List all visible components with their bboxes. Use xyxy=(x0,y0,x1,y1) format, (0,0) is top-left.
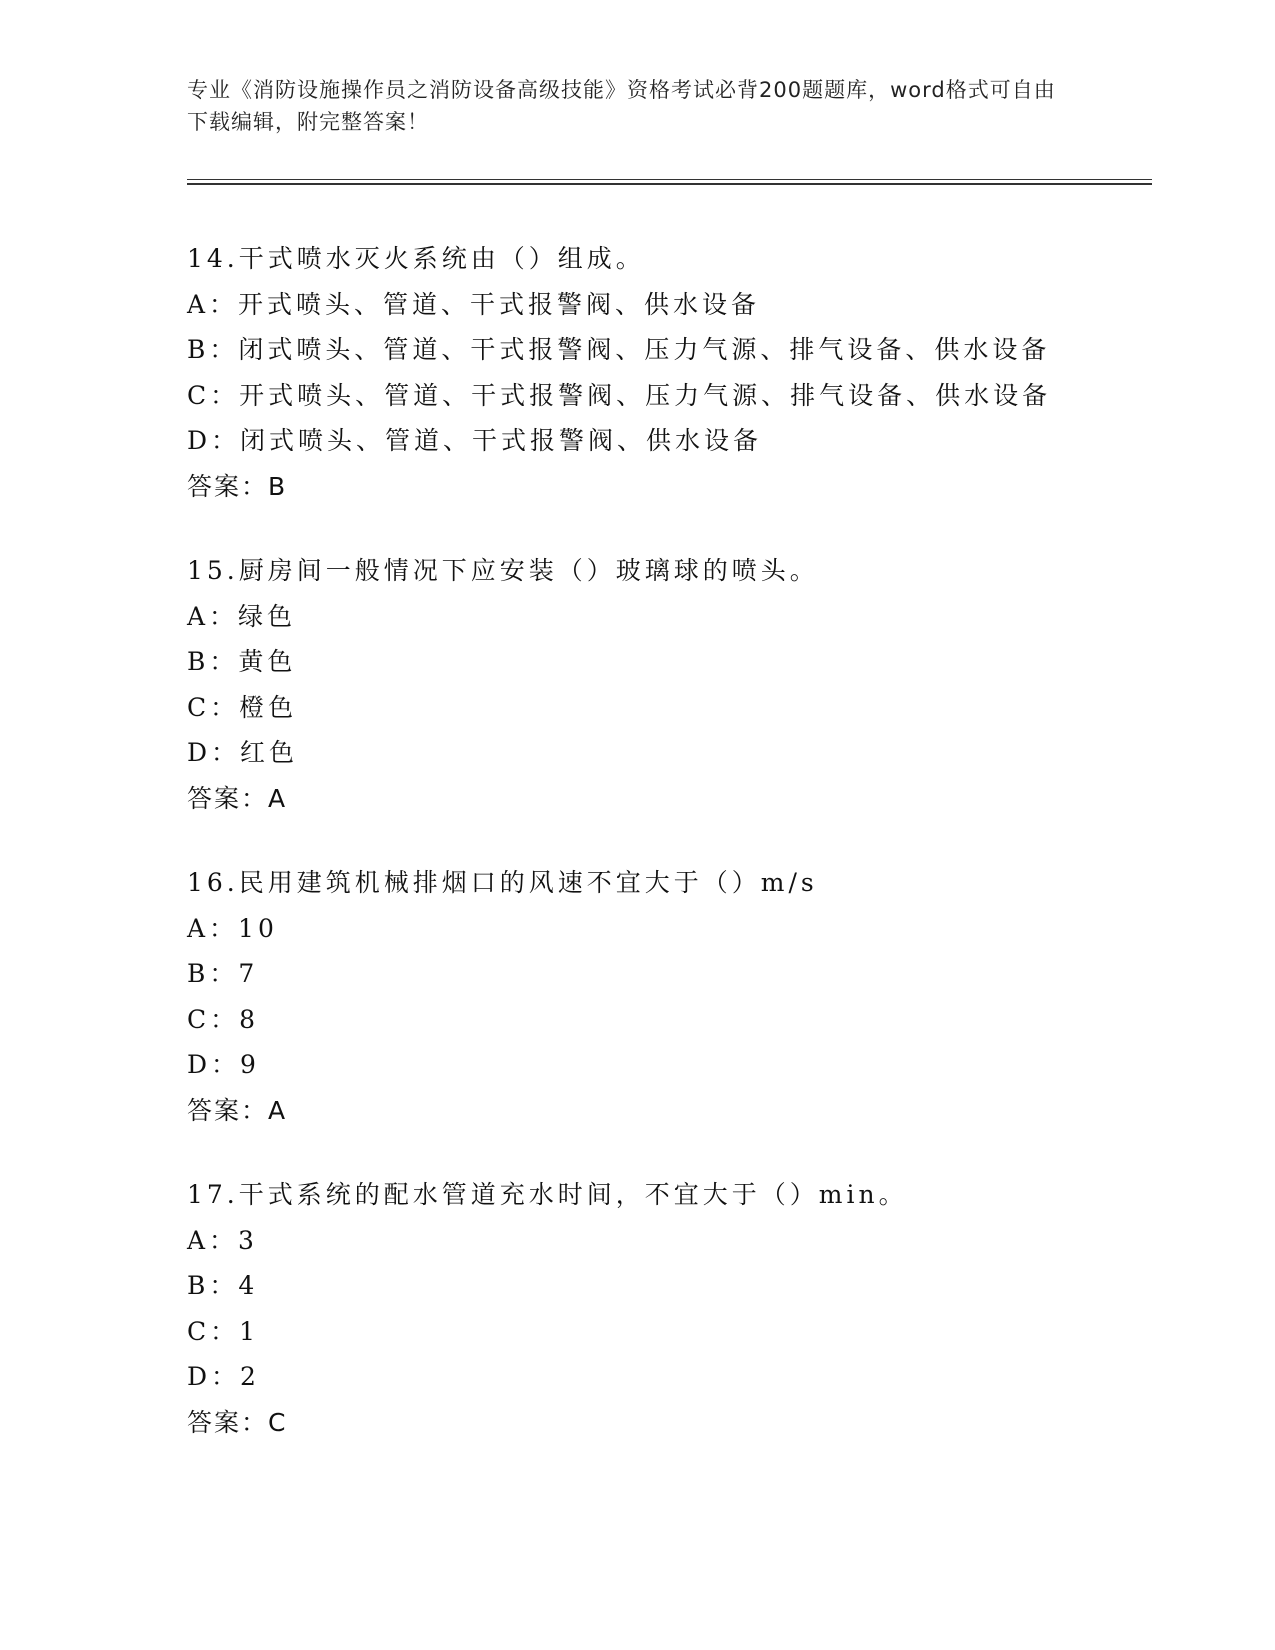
option-d: D：红色 xyxy=(187,738,299,767)
option-c: C：开式喷头、管道、干式报警阀、压力气源、排气设备、供水设备 xyxy=(187,380,1052,410)
header-divider-thin xyxy=(187,179,1152,180)
document-header: 专业《消防设施操作员之消防设备高级技能》资格考试必背200题题库，word格式可自由下载编辑，附完整答案！ xyxy=(187,78,1056,134)
option-a: A：绿色 xyxy=(187,601,297,631)
question-list xyxy=(187,236,1147,1484)
option-b: B：7 xyxy=(187,959,259,988)
option-b: B：闭式喷头、管道、干式报警阀、压力气源、排气设备、供水设备 xyxy=(187,335,1051,364)
question-16 xyxy=(187,860,1147,1133)
answer: 答案：C xyxy=(187,1407,288,1437)
option-c: C：8 xyxy=(187,1004,260,1034)
option-c: C：橙色 xyxy=(187,692,298,722)
option-d: D：2 xyxy=(187,1362,260,1391)
option-b: B：4 xyxy=(187,1271,259,1300)
answer: 答案：B xyxy=(187,471,288,501)
option-c: C：1 xyxy=(187,1316,260,1346)
question-stem: 15.厨房间一般情况下应安装（）玻璃球的喷头。 xyxy=(187,556,819,585)
question-stem: 14.干式喷水灭火系统由（）组成。 xyxy=(187,244,645,273)
option-d: D：9 xyxy=(187,1050,260,1079)
question-15 xyxy=(187,548,1147,821)
question-stem: 17.干式系统的配水管道充水时间，不宜大于（）min。 xyxy=(187,1180,908,1209)
option-a: A：10 xyxy=(187,913,278,943)
option-d: D：闭式喷头、管道、干式报警阀、供水设备 xyxy=(187,426,763,455)
option-b: B：黄色 xyxy=(187,647,297,676)
option-a: A：开式喷头、管道、干式报警阀、供水设备 xyxy=(187,289,761,319)
answer: 答案：A xyxy=(187,783,288,813)
header-divider-thick xyxy=(187,183,1152,185)
answer: 答案：A xyxy=(187,1095,288,1125)
question-stem: 16.民用建筑机械排烟口的风速不宜大于（）m/s xyxy=(187,868,818,897)
question-14 xyxy=(187,236,1147,509)
option-a: A：3 xyxy=(187,1225,258,1255)
question-17 xyxy=(187,1172,1147,1445)
